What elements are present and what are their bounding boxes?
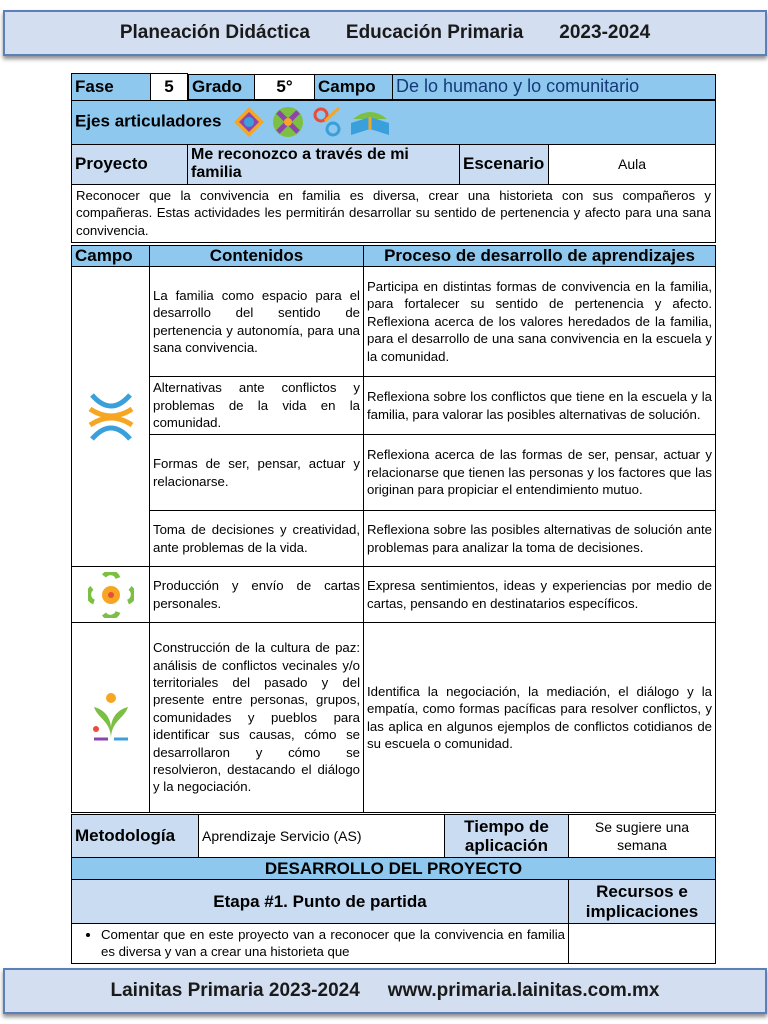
proceso-5: Expresa sentimientos, ideas y experiencias por medio de cartas, pensando en destinatarios específicos.: [364, 567, 716, 623]
metodologia-table: [71, 814, 716, 964]
col-contenidos-header: Contenidos: [150, 246, 364, 267]
fase-label: Fase: [72, 74, 151, 101]
etapa-title: Etapa #1. Punto de partida: [72, 880, 569, 924]
desarrollo-title: DESARROLLO DEL PROYECTO: [72, 858, 716, 880]
igualdad-genero-icon: [310, 105, 344, 139]
fase-value: 5: [151, 74, 188, 101]
contenido-6: Construcción de la cultura de paz: análisis de conflictos vecinales y/o territoriales del pasado y del presente entre personas, grupos, comunidades y pueblos para identificar sus causas, cómo se desarrollaron y cómo se resolvieron, destacando el diálogo y la negociación.: [150, 623, 364, 813]
col-proceso-header: Proceso de desarrollo de aprendizajes: [364, 246, 716, 267]
escenario-value: Aula: [549, 144, 716, 184]
footer-brand: Lainitas Primaria 2023-2024: [110, 980, 360, 1001]
tiempo-label: Tiempo de aplicación: [445, 815, 569, 858]
campo-label: Campo: [315, 74, 393, 99]
proyecto-value: Me reconozco a través de mi familia: [188, 144, 460, 184]
header-banner: [3, 10, 767, 56]
ejes-row: [72, 100, 716, 144]
contenido-4: Toma de decisiones y creatividad, ante problemas de la vida.: [150, 511, 364, 567]
lectura-icon: [349, 105, 391, 139]
metodologia-value: Aprendizaje Servicio (AS): [199, 815, 445, 858]
campo-cell-lenguajes: [72, 567, 150, 623]
document-title: Planeación Didáctica: [119, 22, 310, 43]
recursos-title: Recursos e implicaciones: [569, 880, 716, 924]
grado-value: 5°: [255, 74, 315, 99]
education-level: Educación Primaria: [345, 22, 524, 43]
interculturalidad-icon: [271, 105, 305, 139]
etapa-content: [72, 924, 569, 964]
lenguajes-icon: [88, 572, 134, 618]
escenario-label: Escenario: [460, 144, 549, 184]
tiempo-value: Se sugiere una semana: [569, 815, 716, 858]
contenido-2: Alternativas ante conflictos y problemas de la vida en la comunidad.: [150, 377, 364, 435]
col-campo-header: Campo: [72, 246, 150, 267]
proyecto-label: Proyecto: [72, 144, 188, 184]
contenido-3: Formas de ser, pensar, actuar y relacionarse.: [150, 435, 364, 511]
footer-url[interactable]: www.primaria.lainitas.com.mx: [387, 980, 660, 1001]
humano-comunitario-icon: [86, 389, 136, 445]
ejes-label: Ejes articuladores: [75, 111, 222, 131]
footer-banner: [3, 968, 767, 1014]
inclusion-icon: [232, 105, 266, 139]
info-table: [71, 73, 716, 243]
contenido-1: La familia como espacio para el desarrollo del sentido de pertenencia y autonomía, para una sana convivencia.: [150, 267, 364, 377]
contenidos-table: [71, 245, 716, 813]
school-year: 2023-2024: [559, 22, 651, 43]
campo-cell-humano: [72, 267, 150, 567]
campo-value: De lo humano y lo comunitario: [393, 74, 716, 99]
etapa-bullet-1: • Comentar que en este proyecto van a reconocer que la convivencia en familia es diversa y van a crear una historieta que: [101, 926, 565, 961]
proceso-6: Identifica la negociación, la mediación, el diálogo y la empatía, como formas pacíficas para resolver conflictos, y las aplica en algunos ejemplos de conflictos cotidianos de su escuela o comunidad.: [364, 623, 716, 813]
project-description: Reconocer que la convivencia en familia es diversa, crear una historieta con sus compañeros y compañeras. Estas actividades les permitirán desarrollar su sentido de pertenencia y afecto para una sana convivencia.: [72, 184, 716, 242]
grado-label: Grado: [189, 74, 255, 99]
metodologia-label: Metodología: [72, 815, 199, 858]
proceso-4: Reflexiona sobre las posibles alternativas de solución ante problemas para analizar la toma de decisiones.: [364, 511, 716, 567]
proceso-2: Reflexiona sobre los conflictos que tiene en la escuela y la familia, para valorar las posibles alternativas de solución.: [364, 377, 716, 435]
proceso-1: Participa en distintas formas de convivencia en la familia, para fortalecer su sentido de pertenencia y afecto. Reflexiona acerca de los valores heredados de la familia, para el desarrollo de una sana convivencia en la escuela y la comunidad.: [364, 267, 716, 377]
etica-naturaleza-icon: [88, 691, 134, 745]
proceso-3: Reflexiona acerca de las formas de ser, pensar, actuar y relacionarse que tienen las personas y los factores que las originan para propiciar el entendimiento mutuo.: [364, 435, 716, 511]
contenido-5: Producción y envío de cartas personales.: [150, 567, 364, 623]
campo-cell-etica: [72, 623, 150, 813]
recursos-content: [569, 924, 716, 964]
